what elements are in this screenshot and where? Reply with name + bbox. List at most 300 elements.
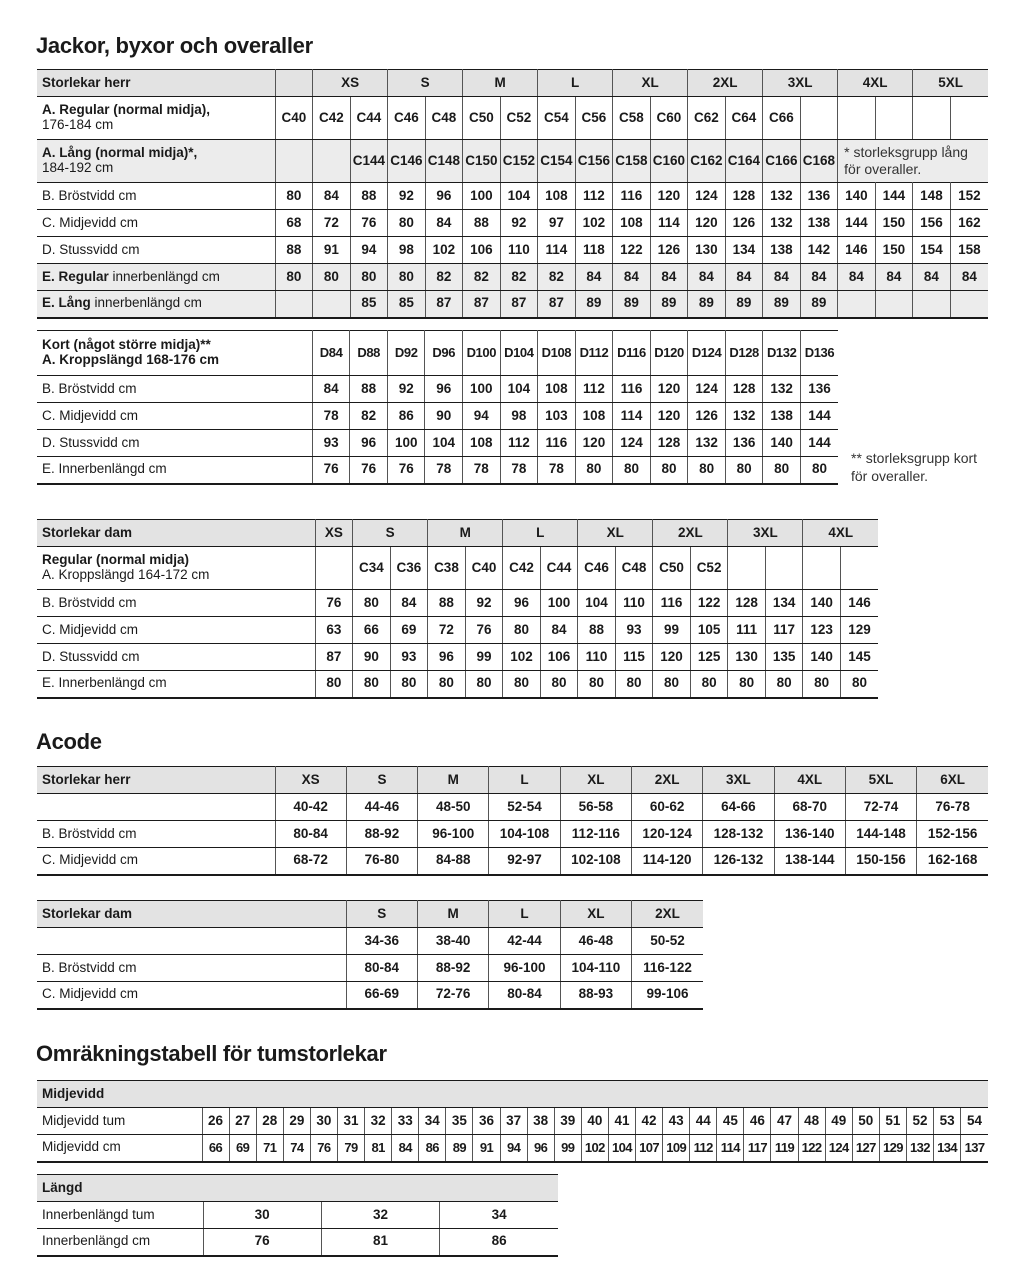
value-cell: 90 [353,644,391,671]
value-cell: 104 [608,1135,635,1162]
measure-row [37,671,878,698]
header-label: Längd [37,1175,558,1202]
value-cell: 136 [800,376,838,403]
value-cell: 80 [650,457,688,484]
size-code-cell: C64 [725,97,763,140]
value-cell: 125 [690,644,728,671]
row-label-title: Kort (något större midja)** [42,337,211,353]
value-cell: 152-156 [917,821,988,848]
value-cell: 137 [961,1135,988,1162]
size-group-header: 4XL [803,520,878,547]
size-range-cell: 42-44 [489,928,560,955]
value-cell: 122 [690,590,728,617]
value-cell: 84 [838,264,876,291]
size-header: M [417,901,488,928]
value-cell: 124 [688,183,726,210]
size-code-cell: C42 [503,547,541,590]
value-cell: 110 [615,590,653,617]
value-cell: 107 [636,1135,663,1162]
value-cell: 136 [800,183,838,210]
size-code-cell [728,547,766,590]
value-cell: 80 [540,671,578,698]
value-cell: 72 [313,210,351,237]
value-cell: 82 [425,264,463,291]
value-cell: 80 [615,671,653,698]
value-cell: 89 [446,1135,473,1162]
value-cell: 49 [825,1108,852,1135]
value-cell: 99 [653,617,691,644]
size-code-cell: C146 [388,140,426,183]
value-cell: 104 [578,590,616,617]
value-cell: 84 [800,264,838,291]
value-cell: 80 [840,671,878,698]
row-label: B. Bröstvidd cm [37,183,275,210]
value-cell: 111 [728,617,766,644]
value-cell: 116 [613,376,651,403]
value-cell: 28 [256,1108,283,1135]
value-cell: 44 [690,1108,717,1135]
value-cell: 89 [763,291,801,318]
measure-row [37,821,988,848]
row-label-title: Regular (normal midja) [42,552,190,568]
header-label: Midjevidd [37,1081,988,1108]
measure-row [37,237,988,264]
measure-row [37,183,988,210]
size-code-cell: D136 [800,331,838,376]
value-cell: 116 [653,590,691,617]
value-cell: 156 [913,210,951,237]
row-label: Midjevidd tum [37,1108,202,1135]
value-cell: 86 [419,1135,446,1162]
value-cell: 89 [613,291,651,318]
measure-row [37,210,988,237]
value-cell: 30 [203,1202,321,1229]
value-cell: 36 [473,1108,500,1135]
value-cell: 80 [503,617,541,644]
size-code-cell: C150 [463,140,501,183]
value-cell: 106 [540,644,578,671]
value-cell: 78 [500,457,538,484]
size-code-cell: C152 [500,140,538,183]
value-cell: 108 [538,376,576,403]
value-cell: 92 [500,210,538,237]
size-header: XS [275,767,346,794]
langd-table [37,1174,558,1257]
value-cell: 132 [725,403,763,430]
value-cell: 114-120 [631,848,702,875]
value-cell: 76 [312,457,350,484]
value-cell: 76 [315,590,353,617]
value-cell: 100 [463,376,501,403]
row-label-sub: A. Kroppslängd 168-176 cm [42,352,220,367]
size-code-cell [838,97,876,140]
value-cell: 127 [852,1135,879,1162]
value-cell: 124 [688,376,726,403]
value-cell: 138 [763,237,801,264]
value-cell: 80 [578,671,616,698]
value-cell: 117 [744,1135,771,1162]
empty-cell [275,70,313,97]
value-cell: 80-84 [489,982,560,1009]
value-cell: 47 [771,1108,798,1135]
size-code-cell [313,140,351,183]
value-cell: 120 [688,210,726,237]
size-code-cell: D96 [425,331,463,376]
value-cell: 126 [650,237,688,264]
size-code-cell [800,97,838,140]
value-cell: 96 [425,376,463,403]
value-cell: 138 [800,210,838,237]
value-cell: 82 [538,264,576,291]
value-cell: 134 [934,1135,961,1162]
value-cell: 80 [725,457,763,484]
size-code-cell [840,547,878,590]
size-group-header: XL [613,70,688,97]
size-group-header: XL [578,520,653,547]
size-code-cell: C46 [388,97,426,140]
value-cell: 84 [875,264,913,291]
value-cell: 26 [202,1108,229,1135]
value-cell: 31 [337,1108,364,1135]
value-cell: 76 [465,617,503,644]
value-cell: 80 [803,671,841,698]
size-code-cell [875,97,913,140]
value-cell: 99 [554,1135,581,1162]
value-cell: 128-132 [703,821,774,848]
row-label-bold: E. Lång [42,295,91,311]
value-cell: 132 [906,1135,933,1162]
row-label-rest: innerbenlängd cm [90,295,202,311]
size-group-header: XS [315,520,353,547]
row-label: E. Innerbenlängd cm [37,457,312,484]
header-label: Storlekar herr [37,70,275,97]
size-code-cell: C44 [350,97,388,140]
value-cell: 84-88 [418,848,489,875]
value-cell: 82 [350,403,388,430]
header-row [37,1081,988,1108]
value-cell: 84 [392,1135,419,1162]
row-label-title: A. Lång (normal midja)*, [42,145,198,161]
header-label: Storlekar dam [37,901,346,928]
value-cell: 136-140 [774,821,845,848]
value-cell: 152 [950,183,988,210]
row-label [37,331,312,376]
value-cell: 122 [613,237,651,264]
value-cell: 128 [725,183,763,210]
size-header: XL [560,767,631,794]
size-code-cell: C36 [390,547,428,590]
jackor-herr-table [37,69,988,319]
section-title-omrakning: Omräkningstabell för tumstorlekar [36,1041,387,1066]
value-cell: 132 [763,210,801,237]
value-cell: 120 [650,376,688,403]
cm-row [37,1229,558,1256]
measure-row [37,590,878,617]
tum-row [37,1202,558,1229]
size-code-cell: D100 [463,331,501,376]
tum-row [37,1108,988,1135]
size-range-cell: 60-62 [631,794,702,821]
value-cell: 90 [425,403,463,430]
value-cell: 82 [463,264,501,291]
size-code-cell: C168 [800,140,838,183]
value-cell: 109 [663,1135,690,1162]
size-group-header: 5XL [913,70,988,97]
size-code-cell [913,97,951,140]
value-cell: 119 [771,1135,798,1162]
value-cell: 81 [321,1229,439,1256]
value-cell: 37 [500,1108,527,1135]
value-cell: 72 [428,617,466,644]
size-code-cell: C56 [575,97,613,140]
value-cell: 104 [500,183,538,210]
size-code-cell: C166 [763,140,801,183]
value-cell: 158 [950,237,988,264]
header-row [37,70,988,97]
value-cell: 128 [650,430,688,457]
value-cell: 102-108 [560,848,631,875]
value-cell: 88 [350,183,388,210]
value-cell: 110 [500,237,538,264]
value-cell: 80 [688,457,726,484]
value-cell: 69 [390,617,428,644]
row-label: B. Bröstvidd cm [37,376,312,403]
value-cell: 80 [613,457,651,484]
value-cell: 80 [275,264,313,291]
value-cell: 78 [312,403,350,430]
value-cell: 99-106 [632,982,703,1009]
value-cell: 88 [275,237,313,264]
value-cell: 135 [765,644,803,671]
value-cell: 33 [392,1108,419,1135]
size-code-cell: D120 [650,331,688,376]
value-cell: 32 [321,1202,439,1229]
value-cell: 112 [690,1135,717,1162]
value-cell: 85 [388,291,426,318]
measure-row [37,403,838,430]
value-cell: 154 [913,237,951,264]
value-cell: 108 [463,430,501,457]
size-range-cell: 68-70 [774,794,845,821]
section-title-acode: Acode [36,729,102,754]
value-cell: 89 [688,291,726,318]
size-code-cell: C162 [688,140,726,183]
value-cell: 84 [688,264,726,291]
value-cell: 76 [350,210,388,237]
value-cell: 112-116 [560,821,631,848]
size-code-cell: C148 [425,140,463,183]
value-cell: 96 [428,644,466,671]
value-cell: 84 [725,264,763,291]
size-range-cell: 34-36 [346,928,417,955]
value-cell: 126-132 [703,848,774,875]
size-code-cell: C52 [500,97,538,140]
value-cell: 80 [315,671,353,698]
value-cell: 87 [425,291,463,318]
value-cell: 76-80 [346,848,417,875]
value-cell: 150 [875,210,913,237]
value-cell: 102 [581,1135,608,1162]
value-cell: 150-156 [845,848,916,875]
value-cell: 123 [803,617,841,644]
size-header: 5XL [845,767,916,794]
size-code-cell: C154 [538,140,576,183]
size-header: 6XL [917,767,988,794]
value-cell: 86 [440,1229,558,1256]
row-label: C. Midjevidd cm [37,848,275,875]
row-label [37,97,275,140]
size-range-cell: 64-66 [703,794,774,821]
value-cell: 102 [575,210,613,237]
value-cell: 87 [500,291,538,318]
value-cell: 138-144 [774,848,845,875]
value-cell: 88 [463,210,501,237]
row-label: B. Bröstvidd cm [37,590,315,617]
value-cell: 120-124 [631,821,702,848]
size-range-cell: 76-78 [917,794,988,821]
value-cell: 80 [728,671,766,698]
value-cell: 80 [275,183,313,210]
value-cell: 162-168 [917,848,988,875]
size-group-header: L [503,520,578,547]
value-cell: 89 [725,291,763,318]
value-cell: 129 [840,617,878,644]
size-code-cell: D132 [763,331,801,376]
value-cell: 134 [725,237,763,264]
size-range-cell: 38-40 [417,928,488,955]
row-label: Midjevidd cm [37,1135,202,1162]
value-cell: 96-100 [489,955,560,982]
value-cell: 104-108 [489,821,560,848]
size-header: S [346,901,417,928]
value-cell: 96 [527,1135,554,1162]
measure-row [37,457,838,484]
value-cell: 117 [765,617,803,644]
value-cell: 116-122 [632,955,703,982]
value-cell: 53 [934,1108,961,1135]
value-cell: 46 [744,1108,771,1135]
value-cell: 80 [388,264,426,291]
size-group-header: M [463,70,538,97]
value-cell: 100 [463,183,501,210]
value-cell: 162 [950,210,988,237]
value-cell: 84 [425,210,463,237]
value-cell: 80-84 [346,955,417,982]
size-header: L [489,767,560,794]
value-cell: 40 [581,1108,608,1135]
value-cell: 136 [725,430,763,457]
value-cell: 129 [879,1135,906,1162]
size-code-cell: C144 [350,140,388,183]
value-cell: 84 [312,376,350,403]
acode-herr-table [37,766,988,876]
row-label [37,547,315,590]
value-cell: 68-72 [275,848,346,875]
size-code-cell: D92 [387,331,425,376]
value-cell: 140 [838,183,876,210]
value-cell: 132 [688,430,726,457]
value-cell: 126 [725,210,763,237]
value-cell: 94 [350,237,388,264]
value-cell: 76 [387,457,425,484]
value-cell: 80 [653,671,691,698]
cm-row [37,1135,988,1162]
size-code-cell: C50 [463,97,501,140]
measure-row [37,617,878,644]
size-group-header: 2XL [653,520,728,547]
size-group-header: S [353,520,428,547]
size-code-cell: C158 [613,140,651,183]
row-label-title: A. Regular (normal midja), [42,102,211,118]
measure-row [37,848,988,875]
value-cell: 89 [650,291,688,318]
size-code-cell: C46 [578,547,616,590]
size-group-header: 3XL [728,520,803,547]
size-code-cell: C156 [575,140,613,183]
size-header: 3XL [703,767,774,794]
value-cell: 120 [650,183,688,210]
value-cell: 89 [800,291,838,318]
empty-cell [37,794,275,821]
value-cell: 124 [613,430,651,457]
measure-row [37,982,703,1009]
row-label-rest: innerbenlängd cm [108,268,220,284]
value-cell: 85 [350,291,388,318]
value-cell: 84 [763,264,801,291]
row-label: C. Midjevidd cm [37,982,346,1009]
value-cell: 84 [650,264,688,291]
value-cell: 84 [575,264,613,291]
value-cell: 80 [313,264,351,291]
value-cell: 80-84 [275,821,346,848]
size-range-cell: 56-58 [560,794,631,821]
value-cell: 112 [575,183,613,210]
value-cell: 148 [913,183,951,210]
value-cell [913,291,951,318]
size-range-cell: 72-74 [845,794,916,821]
value-cell: 114 [650,210,688,237]
value-cell: 34 [440,1202,558,1229]
row-label [37,140,275,183]
value-cell: 144 [838,210,876,237]
value-cell: 34 [419,1108,446,1135]
value-cell: 105 [690,617,728,644]
size-code-cell: D124 [688,331,726,376]
value-cell: 27 [229,1108,256,1135]
measure-row [37,376,838,403]
value-cell: 80 [388,210,426,237]
value-cell: 80 [765,671,803,698]
value-cell [838,291,876,318]
value-cell: 86 [387,403,425,430]
value-cell: 66 [202,1135,229,1162]
value-cell: 80 [350,264,388,291]
size-code-cell: C164 [725,140,763,183]
header-row [37,1175,558,1202]
size-range-cell: 46-48 [560,928,631,955]
value-cell: 87 [463,291,501,318]
value-cell: 102 [503,644,541,671]
value-cell: 132 [763,376,801,403]
value-cell: 96-100 [418,821,489,848]
value-cell: 120 [575,430,613,457]
value-cell: 29 [283,1108,310,1135]
value-cell: 32 [365,1108,392,1135]
value-cell: 80 [690,671,728,698]
jackor-dam-table [37,519,878,699]
value-cell: 144 [800,403,838,430]
row-label: Innerbenlängd cm [37,1229,203,1256]
